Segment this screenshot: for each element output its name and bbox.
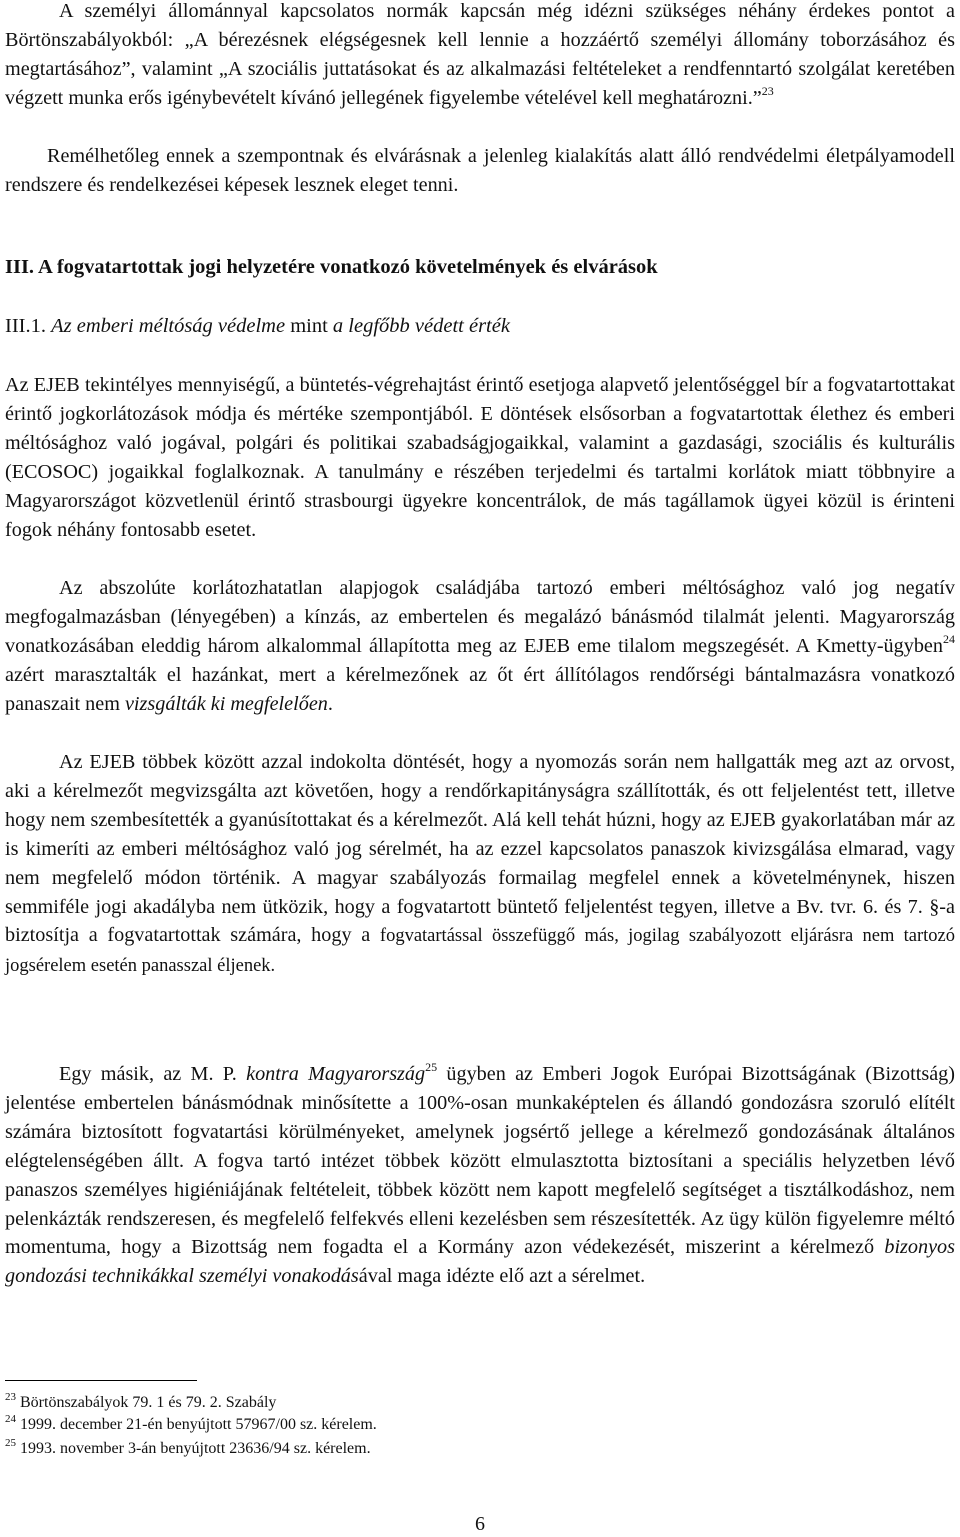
footnote-separator: [5, 1380, 197, 1381]
paragraph-ejeb-caselaw: Az EJEB tekintélyes mennyiségű, a büntetés-végrehajtást érintő esetjoga alapvető jelentőséggel bír a fogvatartottakat érintő jogkorlátozások módja és mértéke szempontjából. E döntések elsősorban a fogvatartottak élethez és emberi méltósághoz való jogával, polgári és politikai szabadságjogaikkal, valamint a gazdasági, szociális és kulturális (ECOSOC) jogaikkal foglalkoznak. A tanulmány e részében terjedelmi és tartalmi korlátok miatt többnyire a Magyarországot közvetlenül érintő strasbourgi ügyekre koncentrálok, de más tagállamok ügyei közül is érinteni fogok néhány fontosabb esetet.: [5, 374, 955, 541]
footnote-25: $^{25}$ 1993. november 3-án benyújtott 23636/94 sz. kérelem.: [5, 1437, 371, 1457]
page-number: 6: [475, 1513, 485, 1535]
footnote-24: $^{24}$ 1999. december 21-én benyújtott 57967/00 sz. kérelem.: [5, 1413, 377, 1433]
subsection-heading: III.1. Az emberi méltóság védelme mint a legfőbb védett érték: [5, 315, 510, 337]
paragraph-human-dignity: Az abszolúte korlátozhatatlan alapjogok családjába tartozó emberi méltósághoz való jog negatív megfogalmazásban (lényegében) a kínzás, az embertelen és megalázó bánásmód tilalmát jelenti. Magyarország vonatkozásában eleddig három alkalommal állapította meg az EJEB eme tilalom megszegését. A Kmetty-ügyben$^{24}$ azért marasztalták el hazánkat, mert a kérelmezőnek az őt ért állítólagos rendőrségi bántalmazásra vonatkozó panaszait nem vizsgálták ki megfelelően.: [5, 577, 955, 715]
paragraph-staff-norms: A személyi állománnyal kapcsolatos normák kapcsán még idézni szükséges néhány érdekes pontot a Börtönszabályokból: „A bérezésnek elégségesnek kell lennie a hozzáértő személyi állomány toborzásához és megtartásához”, valamint „A szociális juttatásokat és az alkalmazási feltételeket a rendfenntartó szolgálat keretében végzett munka erős igénybevételt kívánó jellegének figyelembe vételével kell meghatározni.”$^{23}$: [5, 0, 955, 109]
footnote-23: $^{23}$ Börtönszabályok 79. 1 és 79. 2. Szabály: [5, 1391, 277, 1411]
section-heading: III. A fogvatartottak jogi helyzetére vonatkozó követelmények és elvárások: [5, 256, 658, 278]
paragraph-career-model: Remélhetőleg ennek a szempontnak és elvárásnak a jelenleg kialakítás alatt álló rendvédelmi életpályamodell rendszere és rendelkezései képesek lesznek eleget tenni.: [5, 145, 955, 196]
footnote-ref-23: 23: [761, 83, 774, 98]
footnote-ref-25: 25: [425, 1060, 438, 1074]
paragraph-ejeb-reasoning: Az EJEB többek között azzal indokolta döntését, hogy a nyomozás során nem hallgatták meg azt az orvost, aki a kérelmezőt megvizsgálta azt követően, hogy a rendőrkapitányságra szállították, és ott feljelentést tett, illetve hogy nem szembesítették a gyanúsítottakat és a kérelmezőt. Alá kell tehát húzni, hogy az EJEB gyakorlatában már az is kimeríti az emberi méltósághoz való jog sérelmét, ha az ezzel kapcsolatos panaszok kivizsgálása elmarad, vagy nem megfelelő módon történik. A magyar szabályozás formailag megfelel ennek a követelménynek, hiszen semmiféle jogi akadályba nem ütközik, hogy a fogvatartott büntető feljelentést tegyen, illetve a Bv. tvr. 6. és 7. §-a biztosítja a fogvatartottak számára, hogy a fogvatartással összefüggő más, jogilag szabályozott eljárásra nem tartozó jogsérelem esetén panasszal éljenek.: [5, 751, 955, 977]
footnote-ref-24: 24: [943, 631, 955, 646]
paragraph-mp-case: Egy másik, az M. P. kontra Magyarország$^{25}$ ügyben az Emberi Jogok Európai Bizottságának (Bizottság) jelentése embertelen bánásmódnak minősítette a 100%-osan munkaképtelen és állandó gondozásra szoruló elítélt számára biztosított fogvatartási körülményeket, amelynek jogsértő jellege a kérelmező gondozásának általános elégtelenségében állt. A fogva tartó intézet többek között elmulasztotta biztosítani a speciális helyzetben lévő panaszos személyes higiéniájának feltételeit, többek között nem kapott megfelelő segítséget a tisztálkodáshoz, nem pelenkázták rendszeresen, és megfelelő felfekvés elleni kezelésben sem részesítették. Az ügy külön figyelemre méltó momentuma, hogy a Bizottság nem fogadta el a Kormány azon védekezését, miszerint a kérelmező bizonyos gondozási technikákkal személyi vonakodásával maga idézte elő azt a sérelmet.: [5, 1060, 955, 1288]
